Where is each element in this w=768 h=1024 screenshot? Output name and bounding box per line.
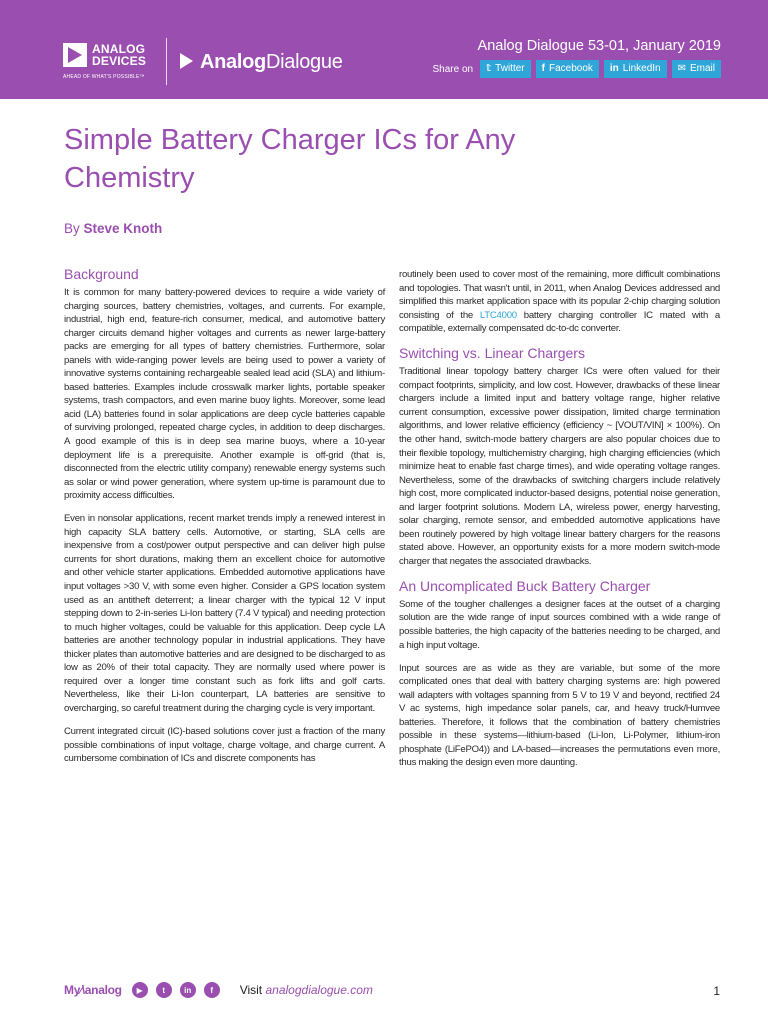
adi-triangle-icon — [63, 43, 87, 67]
twitter-icon: 𝕥 — [486, 63, 492, 74]
analog-dialogue-logo[interactable]: AnalogDialogue — [178, 47, 343, 77]
adi-wordmark: ANALOG DEVICES — [92, 42, 147, 68]
visit-text: Visit analogdialogue.com — [239, 983, 373, 997]
share-twitter-button[interactable]: 𝕥 Twitter — [480, 60, 531, 78]
page-footer — [64, 980, 724, 1000]
paragraph: Even in nonsolar applications, recent market trends imply a renewed interest in high capacity SLA battery cells. Automotive, or starting, SLA cells are inexpensive from a cost/power output perspective and can deliver high pulse currents for short durations, making them an excellent choice for automotive and other vehicle starter applications. Embedded automotive applications have input voltages >30 V, with some even higher. Consider a GPS location system used as an antitheft deterrent; a linear charger with the typical 12 V input stepping down to 2-in-series Li-Ion battery (7.4 V typical) and needing protection to much higher voltages, could be valuable for this application. Deep cycle LA batteries are another technology popular in industrial applications. They have thicker plates than automotive batteries and are designed to be discharged to as low as 20% of their total capacity. They are normally used where power is required over a longer time constant such as fork lifts and golf carts. Nevertheless, like their Li-Ion counterpart, LA batteries are sensitive to overcharging, so careful treatment during the charging cycle is very important. — [64, 513, 385, 714]
paragraph: Some of the tougher challenges a designer faces at the outset of a charging solution are the wide range of input sources combined with a wide range of possible batteries, the high capacity of the batteries needing to be charged, and a high input voltage. — [399, 598, 720, 651]
share-linkedin-button[interactable]: in LinkedIn — [604, 60, 667, 78]
byline: By Steve Knoth — [64, 221, 163, 236]
page-number: 1 — [713, 984, 720, 998]
header-divider — [166, 38, 167, 85]
paragraph: It is common for many battery-powered devices to require a wide variety of charging sources, battery chemistries, voltages, and currents. For example, industrial, high end, feature-rich consumer, medical, and automotive battery charger circuits demand higher voltages and currents as newer large-battery packs are emerging for all types of battery chemistries. Furthermore, solar panels with wide-ranging power levels are being used to power a variety of innovative systems containing rechargeable sealed lead acid (SLA) and lithium-based batteries. Examples include crosswalk marker lights, portable speaker systems, trash compactors, and even marine buoy lights. Moreover, some lead acid (LA) batteries found in solar applications are deep cycle batteries capable of surviving prolonged, repeated charge cycles, in addition to deep discharges. A good example of this is in deep sea marine buoys, where a 10-year deployment life is a prerequisite. Another example is off-grid (that is, disconnected from the electric utility company) renewable energy systems such as solar or wind power generation, where system up-time is paramount due to proximity access difficulties. — [64, 287, 385, 502]
adi-tagline: AHEAD OF WHAT'S POSSIBLE™ — [63, 74, 145, 80]
left-column — [64, 266, 385, 775]
email-icon: ✉ — [677, 63, 686, 74]
ltc4000-link[interactable]: LTC4000 — [479, 309, 517, 321]
section-heading-switching: Switching vs. Linear Chargers — [399, 345, 585, 362]
section-heading-buck-charger: An Uncomplicated Buck Battery Charger — [399, 577, 651, 594]
paragraph: Traditional linear topology battery charger ICs were often valued for their compact footprints, simplicity, and low cost. However, drawbacks of these linear chargers include a limited input and battery voltage range, higher relative current consumption, excessive power dissipation, limited charge termination algorithms, and lower relative efficiency (efficiency ~ [VOUT/VIN] × 100%). On the other hand, switch-mode battery chargers are also popular choices due to their flexible topology, multichemistry charging, high charging efficiencies (which minimize heat to enable fast charge times), and wide operating voltage ranges. Nevertheless, some of the drawbacks of switching chargers include relatively high cost, more complicated inductor-based designs, potential noise generation, and larger footprint solutions. Modern LA, wireless power, energy harvesting, solar charging, remote sensor, and embedded automotive applications have been routinely powered by high voltage linear battery chargers for the reasons stated above. However, an opportunity exists for a more modern switch-mode charger that negates the associated drawbacks. — [399, 366, 720, 567]
twitter-icon[interactable]: t — [156, 982, 172, 998]
paragraph: routinely been used to cover most of the remaining, more difficult combinations and topologies. That wasn't until, in 2011, when Analog Devices addressed and simplified this market application space with its popular 2-chip charging solution consisting of the LTC4000 battery charging controller IC mated with a compatible, externally compensated dc-to-dc converter. — [399, 269, 720, 335]
share-facebook-button[interactable]: f Facebook — [536, 60, 599, 78]
share-label: Share on — [432, 63, 474, 75]
youtube-icon[interactable]: ▶ — [132, 982, 148, 998]
linkedin-icon: in — [609, 63, 619, 74]
facebook-icon: f — [541, 63, 545, 74]
myanalog-logo[interactable]: My∕\analog — [64, 983, 122, 997]
share-email-button[interactable]: ✉ Email — [672, 60, 721, 78]
article-title: Simple Battery Charger ICs for Any Chemistry — [64, 124, 516, 194]
linkedin-icon[interactable]: in — [180, 982, 196, 998]
paragraph: Input sources are as wide as they are variable, but some of the more complicated ones that deal with battery charging systems are: high powered wall adapters with voltages spanning from 5 V to 19 V and beyond, rectified 24 V ac systems, high impedance solar panels, car, and heavy truck/Humvee batteries. Therefore, it follows that the combination of battery chemistries possible in these systems—lithium-based (Li-Ion, Li-Polymer, lithium-iron phosphate (LiFePO4)) and LA-based—increases the permutations even more, thus making the design even more daunting. — [399, 662, 720, 769]
analog-dialogue-mark-icon — [178, 50, 198, 74]
author-name: Steve Knoth — [83, 221, 163, 236]
share-bar — [433, 60, 722, 78]
page-header — [0, 0, 768, 99]
site-link[interactable]: analogdialogue.com — [265, 983, 373, 997]
issue-label: Analog Dialogue 53-01, January 2019 — [477, 38, 721, 54]
right-column — [399, 268, 720, 780]
facebook-icon[interactable]: f — [204, 982, 220, 998]
paragraph: Current integrated circuit (IC)-based solutions cover just a fraction of the many possible combinations of input voltage, charge voltage, and charge current. A cumbersome combination of ICs and discrete components has — [64, 725, 385, 765]
section-heading-background: Background — [64, 266, 139, 282]
